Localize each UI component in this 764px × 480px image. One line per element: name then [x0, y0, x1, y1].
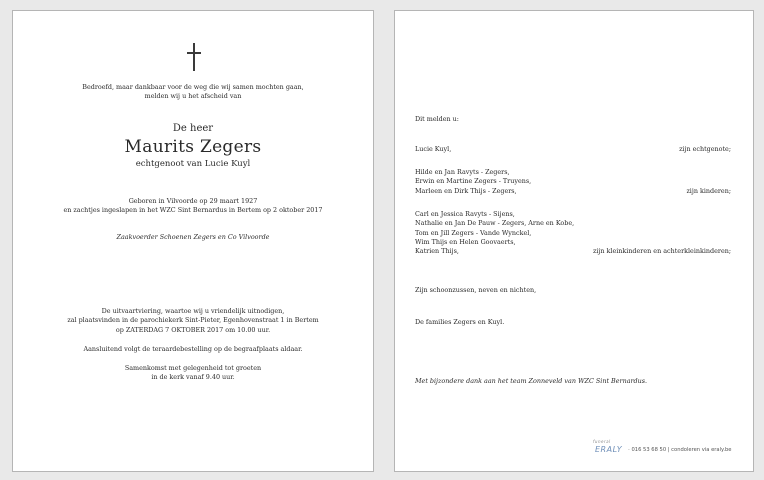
intro-line-2: melden wij u het afscheid van [144, 92, 242, 101]
salutation: De heer [172, 123, 214, 134]
burial-text: Aansluitend volgt de teraardebestelling op de begraafplaats aldaar. [83, 345, 303, 353]
gathering-line-2: in de kerk vanaf 9.40 uur. [151, 373, 235, 382]
spouse-name: Lucie Kuyl, [415, 145, 452, 153]
service-line-3: op ZATERDAG 7 OKTOBER 2017 om 10.00 uur. [115, 325, 271, 334]
occupation: Zaakvoerder Schoenen Zegers en Co Vilvoorde [116, 233, 270, 241]
grandchild-line: Wim Thijs en Helen Goovaerts, [415, 237, 516, 246]
logo-sup: funeral [593, 439, 611, 444]
right-page [394, 10, 754, 472]
announcement-heading: Dit melden u: [415, 115, 459, 123]
left-page [12, 10, 374, 472]
footer [593, 439, 732, 454]
logo-text: ERALY [595, 445, 623, 454]
service-text [13, 307, 373, 335]
grandchild-line: Nathalie en Jan De Pauw - Zegers, Arne en Kobe, [415, 219, 575, 228]
grandchild-line: Tom en Jill Zegers - Vande Wynckel, [415, 228, 532, 237]
child-line: Marleen en Dirk Thijs - Zegers, [415, 186, 517, 195]
grandchildren-role: zijn kleinkinderen en achterkleinkinderen; [593, 247, 731, 256]
child-line: Hilde en Jan Ravyts - Zegers, [415, 168, 510, 176]
thanks-line: Met bijzondere dank aan het team Zonneveld van WZC Sint Bernardus. [415, 377, 648, 385]
grandchild-line: Carl en Jessica Ravyts - Sijens, [415, 210, 515, 218]
grandchildren-block [415, 210, 731, 256]
service-line-2: zal plaatsvinden in de parochiekerk Sint-Pieter, Egenhovenstraat 1 in Bertem [67, 316, 319, 325]
death-line: en zachtjes ingeslapen in het WZC Sint Bernardus in Bertem op 2 oktober 2017 [63, 206, 323, 215]
children-block [415, 168, 731, 196]
intro-text [13, 83, 373, 102]
birth-line: Geboren in Vilvoorde op 29 maart 1927 [128, 197, 258, 205]
intro-line-1: Bedroefd, maar dankbaar voor de weg die wij samen mochten gaan, [82, 83, 304, 91]
child-line: Erwin en Martine Zegers - Truyens, [415, 177, 532, 186]
spouse-line: echtgenoot van Lucie Kuyl [135, 159, 251, 169]
eraly-logo [593, 439, 623, 454]
service-line-1: De uitvaartviering, waartoe wij u vriendelijk uitnodigen, [101, 307, 285, 315]
footer-contact: · 016 53 68 50 | condoleren via eraly.be [628, 447, 732, 453]
in-laws-line: Zijn schoonzussen, neven en nichten, [415, 286, 537, 294]
children-role: zijn kinderen; [686, 186, 731, 195]
deceased-name: Maurits Zegers [124, 137, 262, 157]
gathering-line-1: Samenkomst met gelegenheid tot groeten [124, 364, 262, 372]
cross-icon [185, 43, 203, 73]
grandchild-line: Katrien Thijs, [415, 247, 459, 256]
spouse-row [415, 145, 731, 154]
gathering-text [13, 364, 373, 383]
families-line: De families Zegers en Kuyl. [415, 318, 505, 326]
spouse-role: zijn echtgenote; [679, 145, 731, 153]
birth-death-text [13, 197, 373, 216]
